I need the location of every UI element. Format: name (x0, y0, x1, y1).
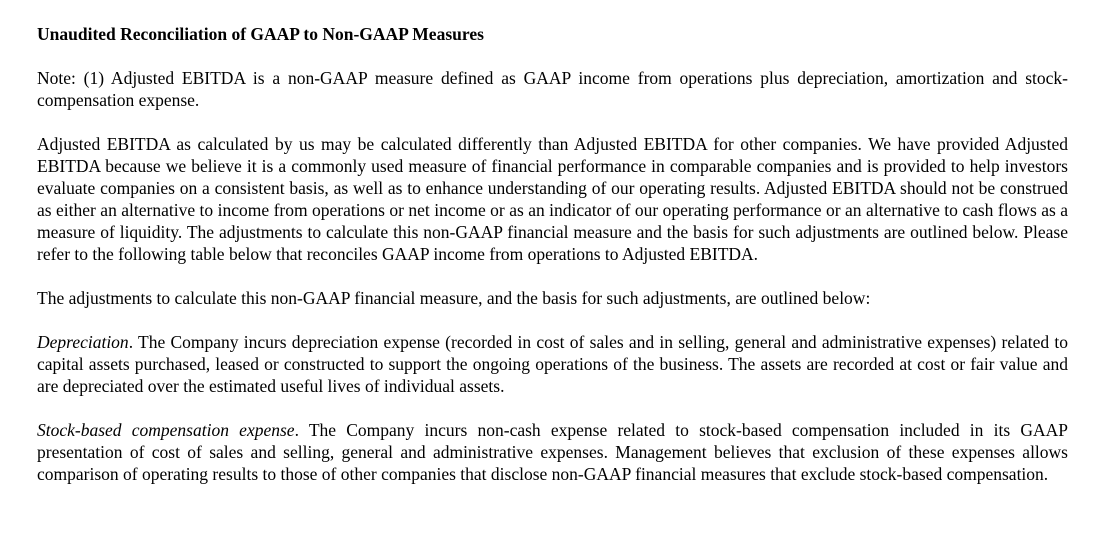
ebitda-paragraph: Adjusted EBITDA as calculated by us may be calculated differently than Adjusted EBITDA for other companies. We have provided Adjusted EBITDA because we believe it is a commonly used measure of financial performance in comparable companies and is provided to help investors evaluate companies on a consistent basis, as well as to enhance understanding of our operating results. Adjusted EBITDA should not be construed as either an alternative to income from operations or net income or as an indicator of our operating performance or an alternative to cash flows as a measure of liquidity. The adjustments to calculate this non-GAAP financial measure and the basis for such adjustments are outlined below. Please refer to the following table below that reconciles GAAP income from operations to Adjusted EBITDA. (37, 134, 1068, 264)
document-title: Unaudited Reconciliation of GAAP to Non-GAAP Measures (37, 24, 484, 44)
stock-comp-paragraph (37, 419, 1068, 485)
depreciation-text: . The Company incurs depreciation expense (recorded in cost of sales and in selling, general and administrative expenses) related to capital assets purchased, leased or constructed to support the ongoing operations of the business. The assets are recorded at cost or fair value and are depreciated over the estimated useful lives of individual assets. (37, 332, 1068, 396)
note-paragraph: Note: (1) Adjusted EBITDA is a non-GAAP measure defined as GAAP income from operations plus depreciation, amortization and stock-compensation expense. (37, 68, 1068, 110)
adjustments-paragraph: The adjustments to calculate this non-GAAP financial measure, and the basis for such adjustments, are outlined below: (37, 288, 871, 308)
depreciation-heading: Depreciation (37, 332, 129, 352)
stock-comp-text: . The Company incurs non-cash expense related to stock-based compensation included in its GAAP presentation of cost of sales and selling, general and administrative expenses. Management believes that exclusion of these expenses allows comparison of operating results to those of other companies that disclose non-GAAP financial measures that exclude stock-based compensation. (37, 420, 1068, 484)
stock-comp-heading: Stock-based compensation expense (37, 420, 295, 440)
depreciation-paragraph (37, 331, 1068, 397)
